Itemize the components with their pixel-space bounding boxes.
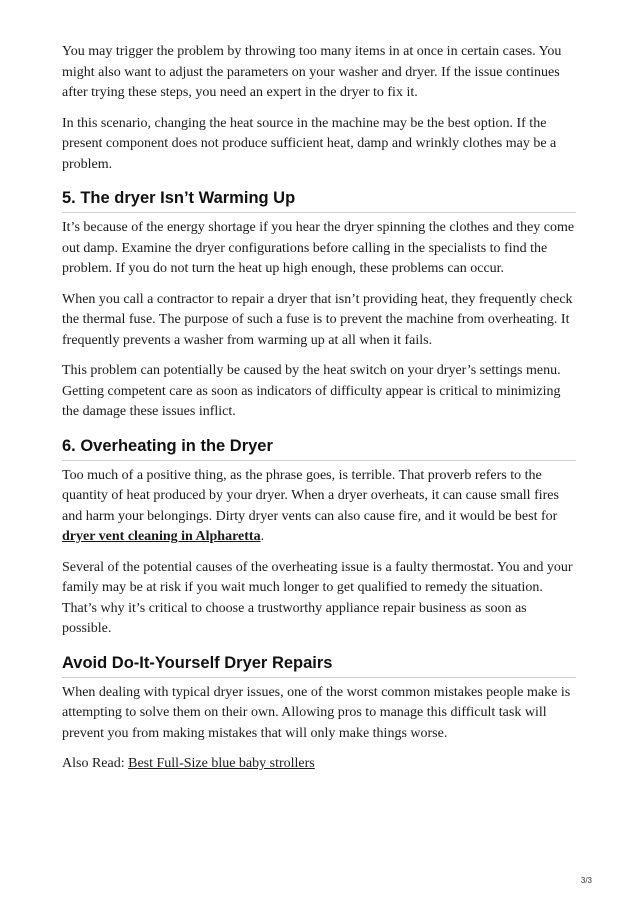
section-7-heading: Avoid Do-It-Yourself Dryer Repairs <box>62 654 576 678</box>
also-read-line <box>62 754 576 775</box>
document-page <box>62 42 576 785</box>
section-6-paragraph-2: Several of the potential causes of the overheating issue is a faulty thermostat. You and your family may be at risk if you wait much longer to get qualified to remedy the situation. That’s why it’s critical to choose a trustworthy appliance repair business as soon as possible. <box>62 559 573 636</box>
intro-paragraph-2: In this scenario, changing the heat source in the machine may be the best option. If the present component does not produce sufficient heat, damp and wrinkly clothes may be a problem. <box>62 115 557 172</box>
section-5-paragraph-3: This problem can potentially be caused by the heat switch on your dryer’s settings menu. Getting competent care as soon as indicators of difficulty appear is critical to minimizing the damage these issues inflict. <box>62 363 561 419</box>
section-6-paragraph-1 <box>62 466 576 548</box>
also-read-link[interactable]: Best Full-Size blue baby strollers <box>128 756 315 771</box>
section-6-paragraph-1-text: Too much of a positive thing, as the phrase goes, is terrible. That proverb refers to the quantity of heat produced by your dryer. When a dryer overheats, it can cause small fires and harm your belongings. Dirty dryer vents can also cause fire, and it would be best for <box>62 467 559 524</box>
section-6-paragraph-1-end: . <box>260 529 265 544</box>
section-5-heading: 5. The dryer Isn’t Warming Up <box>62 189 576 213</box>
page-number: 3/3 <box>580 876 592 885</box>
intro-paragraph-1: You may trigger the problem by throwing too many items in at once in certain cases. You might also want to adjust the parameters on your washer and dryer. If the issue continues after trying these steps, you need an expert in the dryer to fix it. <box>62 44 562 100</box>
section-5-paragraph-1: It’s because of the energy shortage if you hear the dryer spinning the clothes and they come out damp. Examine the dryer configurations before calling in the specialists to find the problem. If you do not turn the heat up high enough, these problems can occur. <box>62 220 575 276</box>
dryer-vent-cleaning-link[interactable]: dryer vent cleaning in Alpharetta <box>62 529 261 544</box>
also-read-label: Also Read: <box>62 756 129 771</box>
section-7-paragraph-1: When dealing with typical dryer issues, one of the worst common mistakes people make is attempting to solve them on their own. Allowing pros to manage this difficult task will prevent you from making mistakes that will only make things worse. <box>62 684 571 741</box>
section-5-paragraph-2: When you call a contractor to repair a dryer that isn’t providing heat, they frequently check the thermal fuse. The purpose of such a fuse is to prevent the machine from overheating. It frequently prevents a washer from warming up at all when it fails. <box>62 291 573 348</box>
section-6-heading: 6. Overheating in the Dryer <box>62 437 576 461</box>
